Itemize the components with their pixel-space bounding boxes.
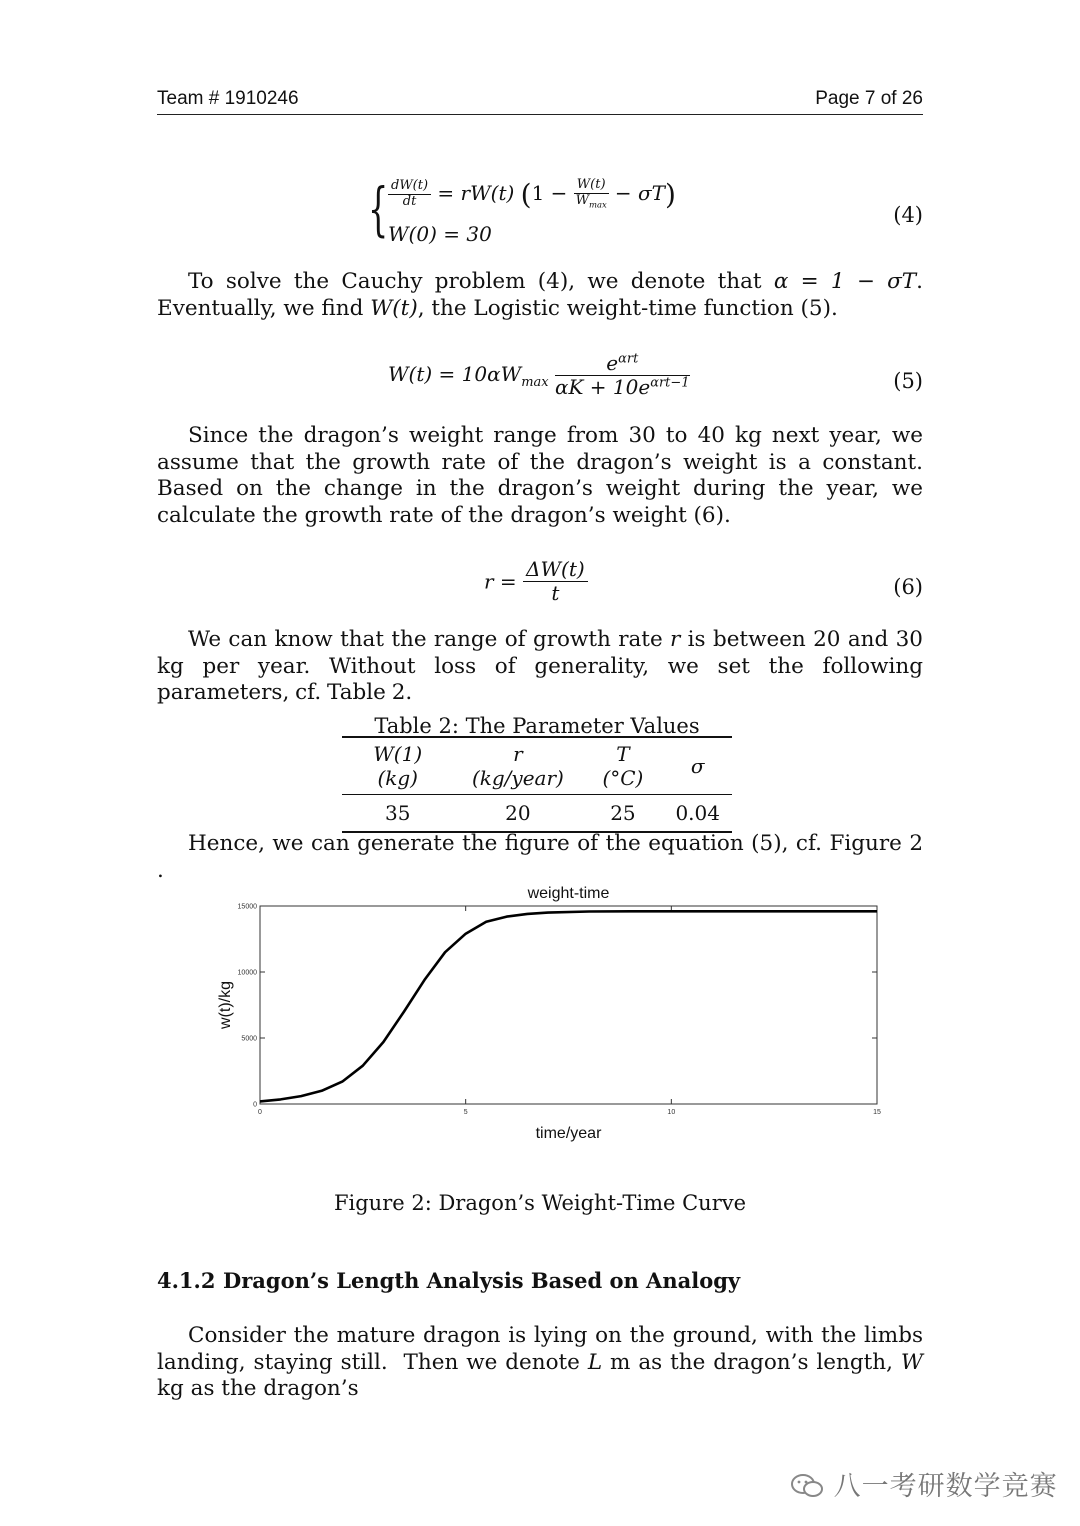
y-axis-label: w(t)/kg — [217, 981, 234, 1029]
p5-math-l: L — [587, 1349, 603, 1375]
table-cell: 20 — [505, 801, 531, 825]
x-tick-label: 5 — [463, 1109, 468, 1116]
team-number: Team # 1910246 — [157, 88, 299, 109]
y-tick-label: 10000 — [237, 969, 257, 977]
eq4-mid: = rW(t) — [437, 181, 515, 205]
paragraph-2: Since the dragon’s weight range from 30 to 40 kg next year, we assume that the growth rate of the dragon’s weight is a constant. Based on the change in the dragon’s weight during the year, we calculate the growth rate of the dragon’s weight (6). — [157, 423, 923, 528]
equation-6 — [484, 558, 624, 614]
p3-text-a: We can know that the range of growth rate — [188, 627, 663, 652]
parameter-table — [342, 736, 732, 833]
table-row — [342, 795, 732, 833]
p5-text-a: Consider the mature dragon is lying on the ground, with the limbs landing, staying still. — [157, 1323, 923, 1375]
section-number: 4.1.2 — [157, 1268, 216, 1293]
eq6-num: ΔW(t) — [526, 557, 585, 581]
p1-math-alpha: α = 1 − σT — [773, 269, 917, 294]
p1-text-b: . Eventually, we find — [157, 269, 923, 321]
x-axis-label: time/year — [535, 1125, 602, 1142]
eq6-lhs: r = — [484, 569, 517, 594]
table-header-cell: W(1) (kg) — [373, 742, 423, 790]
y-tick-label: 15000 — [237, 903, 257, 911]
watermark-text: 八一考研数学竞赛 — [833, 1471, 1058, 1502]
x-tick-label: 0 — [258, 1109, 262, 1116]
page-number: Page 7 of 26 — [815, 88, 923, 109]
eq5-den-sup: αrt−1 — [650, 375, 690, 391]
watermark — [790, 1464, 1058, 1503]
eq4-lhs-num: dW(t) — [391, 178, 429, 194]
p1-text-a: To solve the Cauchy problem (4), we denote that — [188, 269, 762, 294]
table-header-cell: r (kg/year) — [471, 742, 564, 790]
page-header — [157, 88, 923, 115]
p5-text-c: m as the dragon’s length, — [610, 1349, 893, 1375]
series-line-w-t- — [260, 911, 877, 1101]
paragraph-3 — [157, 627, 923, 707]
y-tick-label: 5000 — [241, 1035, 257, 1043]
table-cell: 25 — [610, 801, 636, 825]
eq5-lhs-sub: max — [521, 374, 549, 390]
equation-5 — [388, 352, 708, 408]
eq5-num-base: e — [606, 351, 619, 375]
x-tick-label: 15 — [873, 1109, 881, 1116]
table-header-cell: T (°C) — [602, 742, 644, 790]
eq4-number: (4) — [893, 203, 923, 227]
section-heading — [157, 1268, 740, 1293]
eq4-inner-a: 1 − — [531, 181, 568, 205]
eq4-frac-den: W — [575, 193, 589, 209]
x-tick-label: 10 — [667, 1109, 676, 1116]
eq4-lhs-den: dt — [402, 194, 417, 209]
section-title: Dragon’s Length Analysis Based on Analogy — [223, 1268, 741, 1293]
p1-math-wt: W(t) — [370, 295, 418, 321]
p5-text-d: kg as the dragon’s — [157, 1376, 359, 1401]
weight-time-chart — [200, 875, 900, 1150]
paragraph-5 — [157, 1323, 923, 1403]
y-tick-label: 0 — [253, 1101, 257, 1109]
wechat-icon — [790, 1473, 824, 1499]
p3-math-r: r — [670, 627, 681, 652]
table-caption: Table 2: The Parameter Values — [374, 714, 700, 738]
p1-text-c: , the Logistic weight-time function (5). — [417, 295, 838, 321]
table-cell: 35 — [384, 801, 411, 825]
p3-text-b: is between 20 and 30 kg per year. Without loss of generality, we set the following parameters, cf. Table 2. — [157, 627, 923, 705]
eq4-line2: W(0) = 30 — [388, 222, 492, 246]
paragraph-4: Hence, we can generate the figure of the equation (5), cf. Figure 2 . — [157, 831, 923, 883]
p5-text-b: Then we denote — [403, 1349, 580, 1375]
eq4-frac-den-sub: max — [588, 199, 607, 210]
paragraph-1 — [157, 269, 923, 322]
eq6-number: (6) — [893, 575, 923, 599]
eq4-inner-b: − σT — [614, 181, 665, 205]
eq5-lhs: W(t) = 10αW — [388, 361, 522, 386]
p5-math-w: W — [900, 1349, 923, 1375]
equation-4: { $\frac{dW(t)}{dt}$ = rW(t) (1 − $\frac{W(t)}{W_{max}}$ − σT) W(0) = 30 — [368, 175, 676, 246]
table-header-cell: σ — [690, 754, 705, 778]
eq5-den-base: αK + 10e — [554, 375, 651, 399]
table-cell: 0.04 — [675, 801, 720, 825]
eq5-number: (5) — [893, 369, 923, 393]
eq4-frac-num: W(t) — [576, 177, 606, 193]
chart-title: weight-time — [527, 885, 610, 902]
figure-caption: Figure 2: Dragon’s Weight-Time Curve — [333, 1191, 747, 1215]
eq6-den: t — [551, 581, 560, 605]
eq5-num-sup: αrt — [618, 351, 639, 367]
